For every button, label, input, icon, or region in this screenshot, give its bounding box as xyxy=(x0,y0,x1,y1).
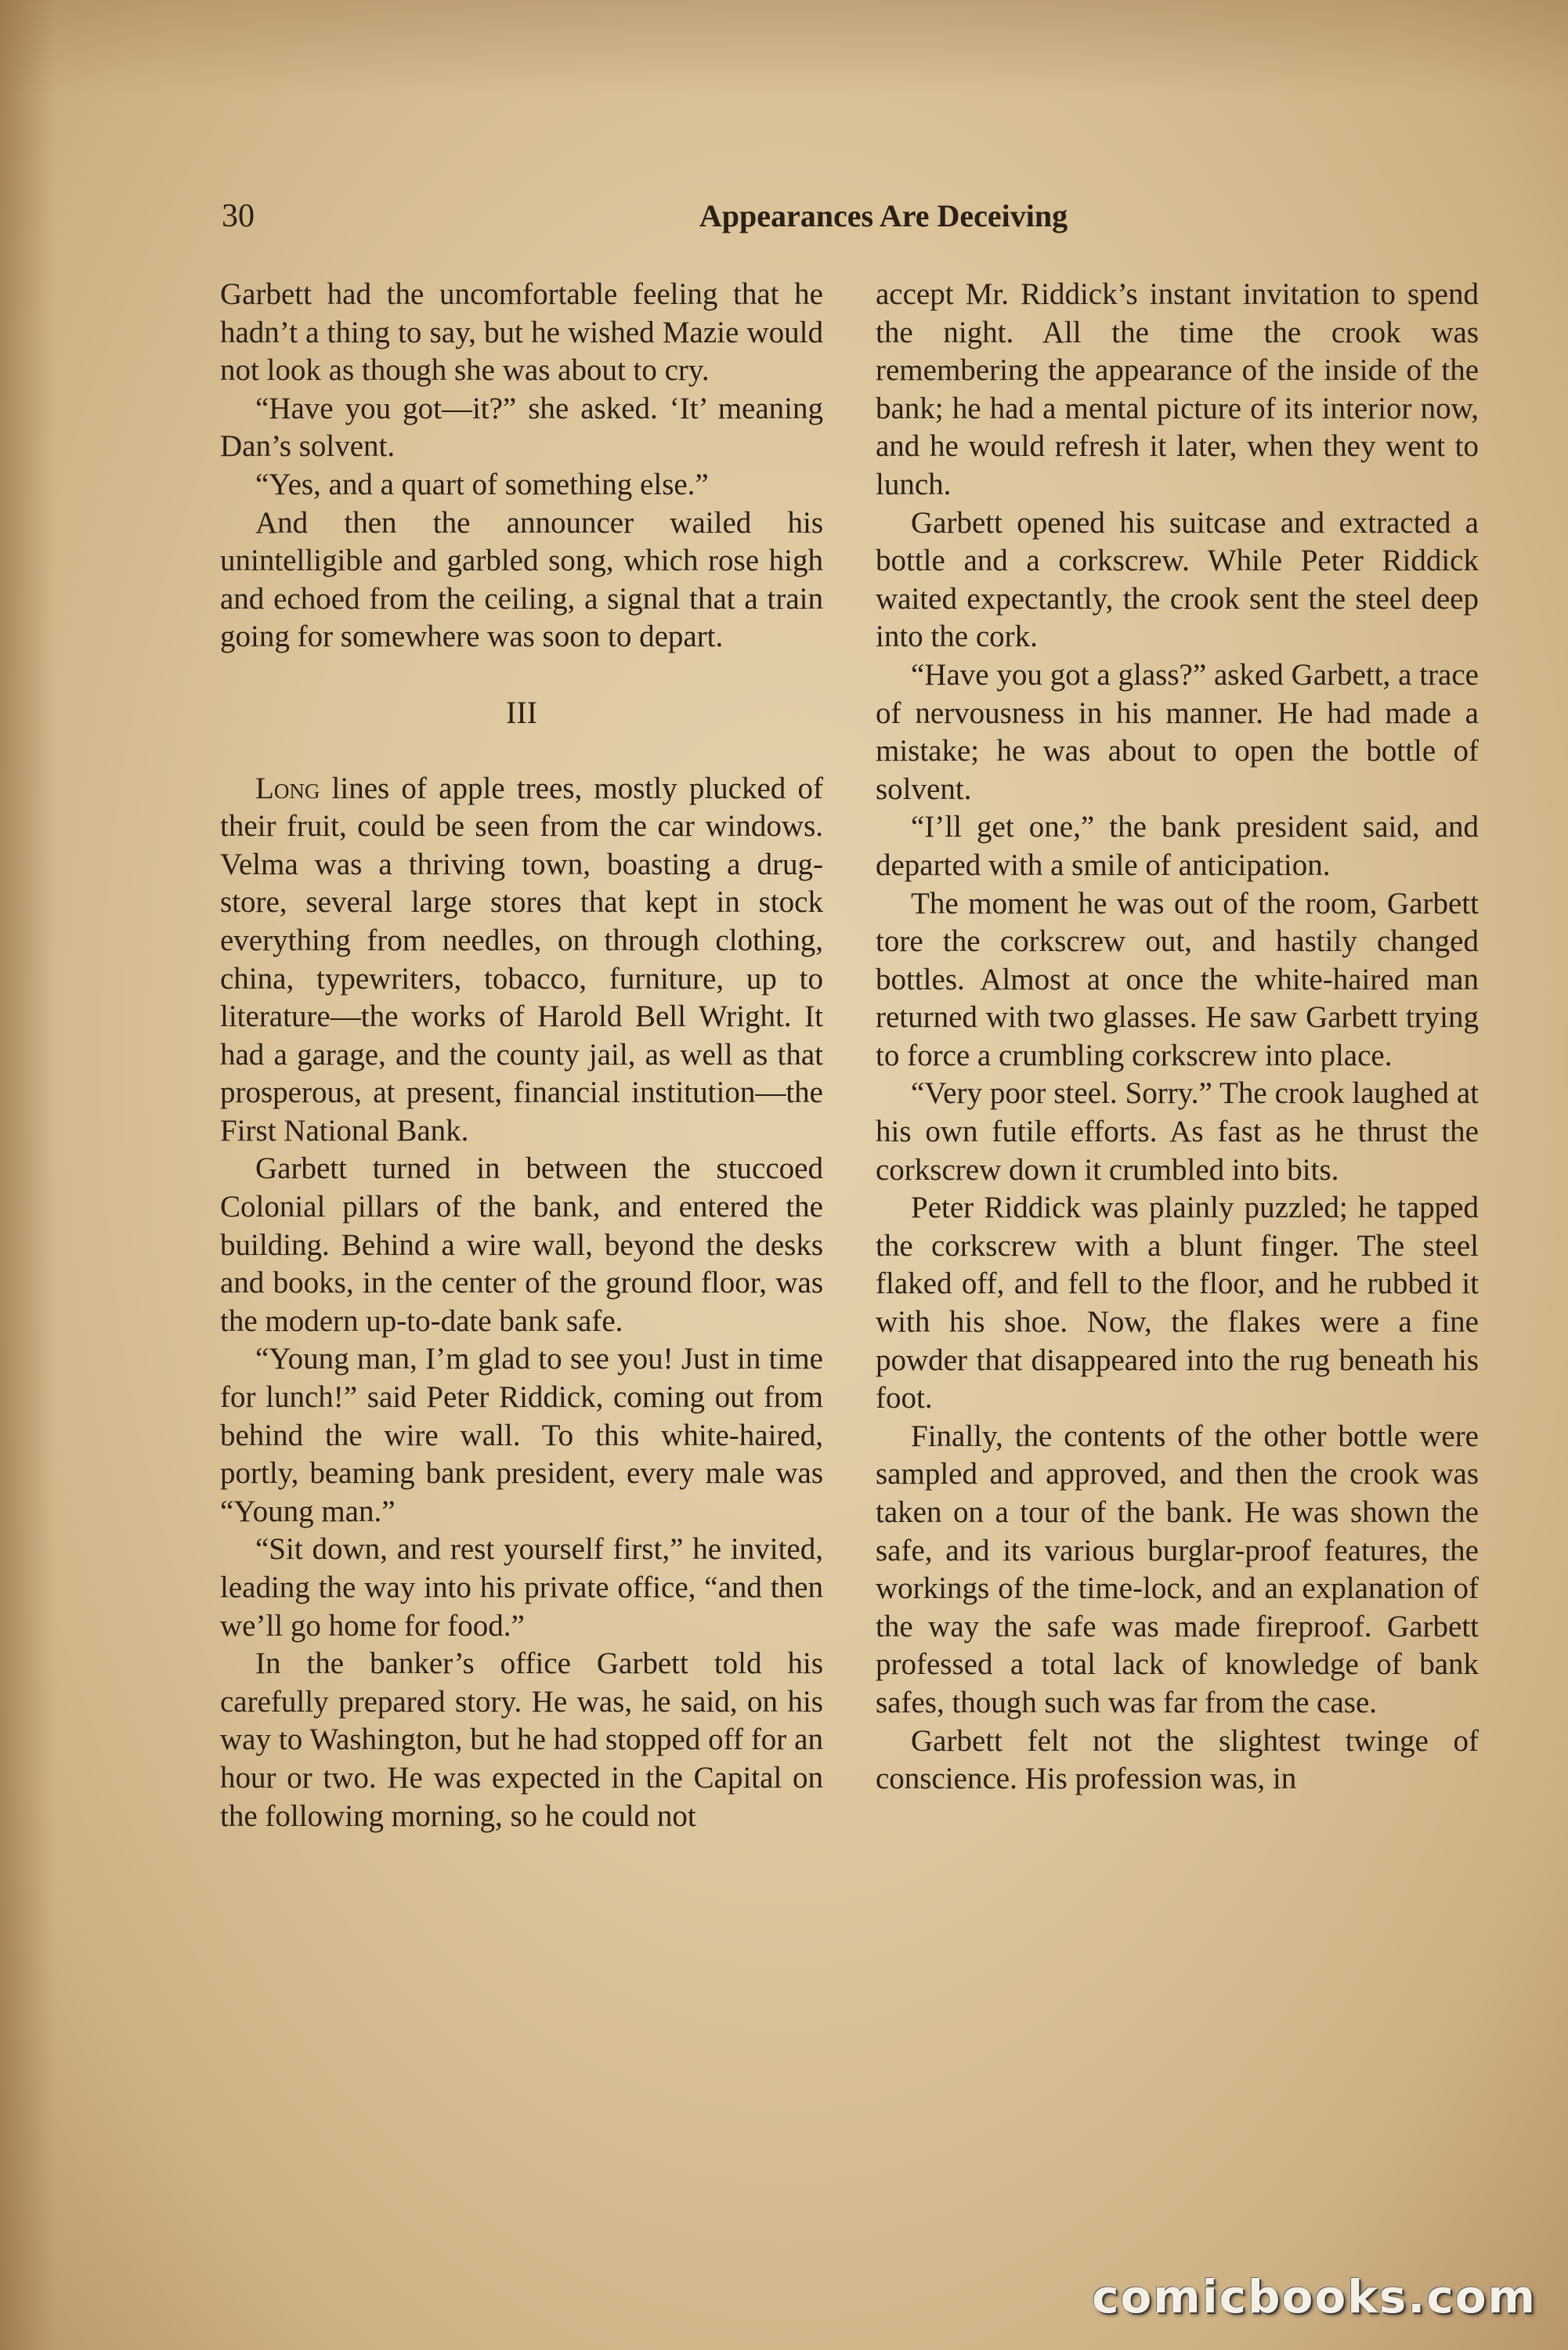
paragraph: The moment he was out of the room, Garbett tore the corkscrew out, and hastily changed bottles. Almost at once the white-haired man returned with two glasses. He saw Garbett trying to force a crumbling corkscrew into place. xyxy=(876,886,1479,1072)
paragraph: Peter Riddick was plainly puzzled; he tapped the corkscrew with a blunt finger. The steel flaked off, and fell to the floor, and he rubbed it with his shoe. Now, the flakes were a fine powder that disappeared into the rug beneath his foot. xyxy=(876,1191,1479,1415)
page-edge-stain xyxy=(0,0,55,2350)
paragraph: “Very poor steel. Sorry.” The crook laughed at his own futile efforts. As fast as he thrust the corkscrew down it crumbled into bits. xyxy=(876,1076,1479,1187)
paragraph: “Sit down, and rest yourself first,” he invited, leading the way into his private office, “and then we’ll go home for food.” xyxy=(220,1532,823,1643)
paragraph: “Yes, and a quart of something else.” xyxy=(255,467,709,501)
page-top-stain xyxy=(0,0,1568,94)
paragraph: “I’ll get one,” the bank president said, and departed with a smile of anticipation. xyxy=(876,810,1479,882)
right-column xyxy=(876,276,1479,1799)
site-watermark: comicbooks.com xyxy=(1092,2270,1537,2323)
left-column xyxy=(220,276,823,1835)
paragraph: Garbett had the uncomfortable feeling that he hadn’t a thing to say, but he wished Mazie would not look as though she was about to cry. xyxy=(220,277,823,388)
paragraph xyxy=(220,770,823,1151)
opening-word: Long xyxy=(255,771,320,805)
paragraph-text: lines of apple trees, mostly plucked of their fruit, could be seen from the car windows. Velma was a thriving town, boasting a drug-store, several large stores that kept in stock everything from needles, on through clothing, china, typewriters, tobacco, furniture, up to literature—the works of Harold Bell Wright. It had a garage, and the county jail, as well as that prosperous, at present, financial institution—the First National Bank. xyxy=(220,771,823,1148)
paragraph: “Have you got—it?” she asked. ‘It’ meaning Dan’s solvent. xyxy=(220,391,823,464)
running-title: Appearances Are Deceiving xyxy=(699,198,1068,233)
paragraph: Finally, the contents of the other bottle were sampled and approved, and then the crook was taken on a tour of the bank. He was shown the safe, and its various burglar-proof features, the workings of the time-lock, and an explanation of the way the safe was made fireproof. Garbett professed a total lack of knowledge of bank safes, though such was far from the case. xyxy=(876,1419,1479,1719)
paragraph: Garbett turned in between the stuccoed Colonial pillars of the bank, and entered the building. Behind a wire wall, beyond the desks and books, in the center of the ground floor, was the modern up-to-date bank safe. xyxy=(220,1152,823,1338)
page-header xyxy=(222,197,1498,244)
paragraph: In the banker’s office Garbett told his carefully prepared story. He was, he said, on his way to Washington, but he had stopped off for an hour or two. He was expected in the Capital on the following morning, so he could not xyxy=(220,1647,823,1833)
paragraph: “Young man, I’m glad to see you! Just in time for lunch!” said Peter Riddick, coming out from behind the wire wall. To this white-haired, portly, beaming bank president, every male was “Young man.” xyxy=(220,1342,823,1528)
section-heading: III xyxy=(506,694,537,730)
paragraph: accept Mr. Riddick’s instant invitation to spend the night. All the time the crook was remembering the appearance of the inside of the bank; he had a mental picture of its interior now, and he would refresh it later, when they went to lunch. xyxy=(876,277,1479,501)
paragraph: Garbett opened his suitcase and extracted a bottle and a corkscrew. While Peter Riddick waited expectantly, the crook sent the steel deep into the cork. xyxy=(876,505,1479,654)
page-number: 30 xyxy=(222,198,255,234)
paragraph: “Have you got a glass?” asked Garbett, a trace of nervousness in his manner. He had made a mistake; he was about to open the bottle of solvent. xyxy=(876,657,1479,806)
paragraph: And then the announcer wailed his unintelligible and garbled song, which rose high and echoed from the ceiling, a signal that a train going for somewhere was soon to depart. xyxy=(220,505,823,654)
paragraph: Garbett felt not the slightest twinge of conscience. His profession was, in xyxy=(876,1723,1479,1796)
